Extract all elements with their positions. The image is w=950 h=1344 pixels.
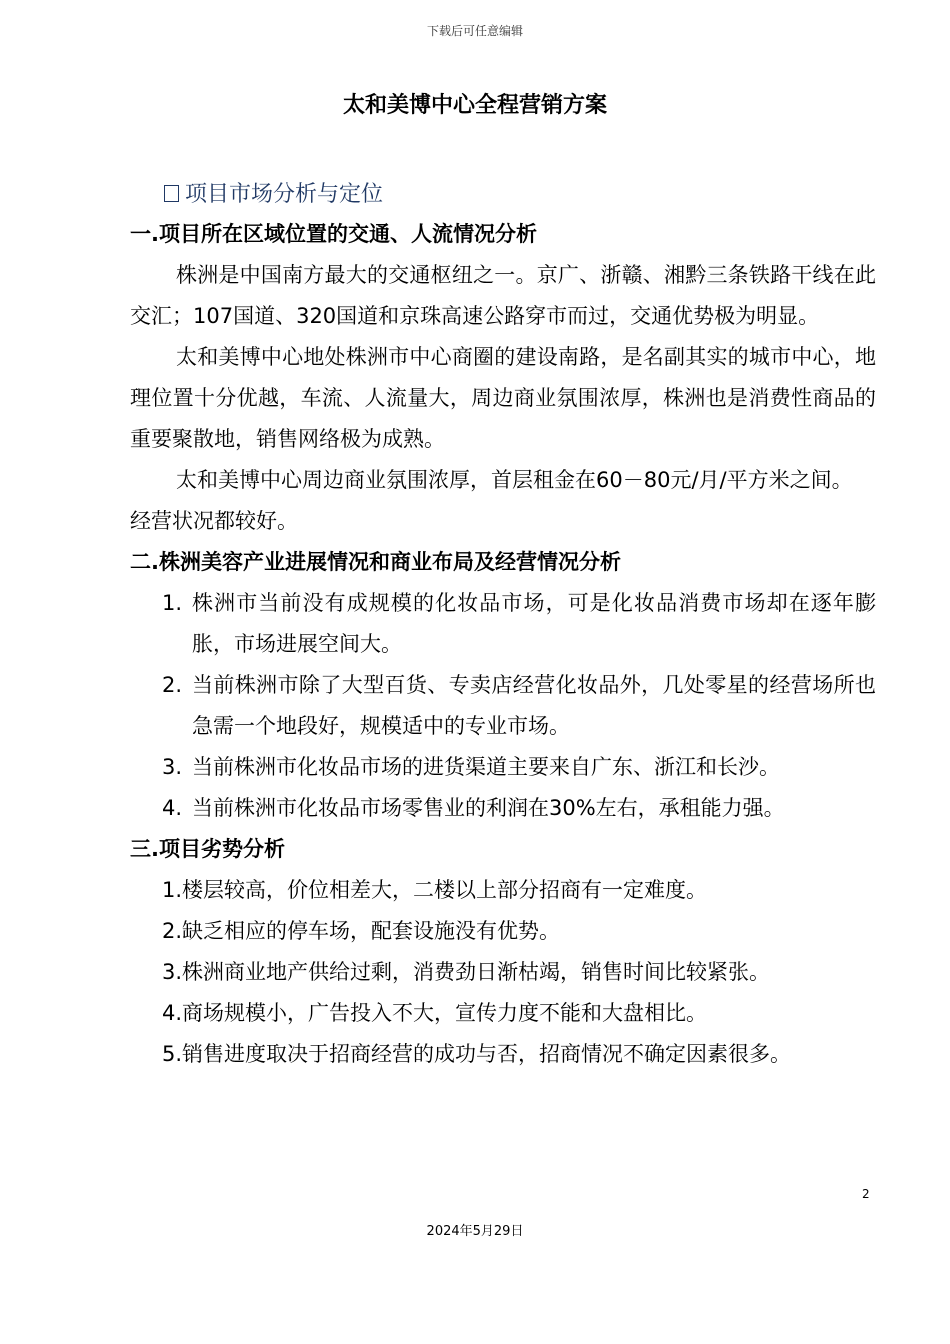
list-item-text: 株洲市当前没有成规模的化妆品市场，可是化妆品消费市场却在逐年膨胀，市场进展空间大。 <box>192 591 876 656</box>
numbered-list <box>130 583 876 829</box>
paragraph: 株洲是中国南方最大的交通枢纽之一。京广、浙赣、湘黔三条铁路干线在此交汇；107国道、320国道和京珠高速公路穿市而过，交通优势极为明显。 <box>130 263 876 328</box>
list-item-number: 3. <box>162 755 183 779</box>
list-item: 3.株洲商业地产供给过剩，消费劲日渐枯竭，销售时间比较紧张。 <box>162 960 771 984</box>
list-item <box>130 583 876 665</box>
document-title: 太和美博中心全程营销方案 <box>342 93 607 118</box>
list-item: 2.缺乏相应的停车场，配套设施没有优势。 <box>162 919 561 943</box>
page-header-note: 下载后可任意编辑 <box>426 24 523 38</box>
paragraph: 太和美博中心地处株洲市中心商圈的建设南路，是名副其实的城市中心，地理位置十分优越，车流、人流量大，周边商业氛围浓厚，株洲也是消费性商品的重要聚散地，销售网络极为成熟。 <box>130 345 876 451</box>
list-item: 5.销售进度取决于招商经营的成功与否，招商情况不确定因素很多。 <box>162 1042 792 1066</box>
list-item: 4.商场规模小，广告投入不大，宣传力度不能和大盘相比。 <box>162 1001 708 1025</box>
section-heading <box>164 177 383 208</box>
list-item <box>130 747 876 788</box>
list-item-text: 当前株洲市化妆品市场零售业的利润在30%左右，承租能力强。 <box>192 796 785 820</box>
list-item <box>130 665 876 747</box>
list-item-text: 当前株洲市除了大型百货、专卖店经营化妆品外，几处零星的经营场所也急需一个地段好，规模适中的专业市场。 <box>192 673 876 738</box>
footer-date: 2024年5月29日 <box>426 1224 524 1239</box>
list-item <box>130 788 876 829</box>
paragraph: 太和美博中心周边商业氛围浓厚，首层租金在60－80元/月/平方米之间。 <box>176 468 853 492</box>
heading-section-2: 二.株洲美容产业进展情况和商业布局及经营情况分析 <box>130 550 621 574</box>
heading-section-1: 一.项目所在区域位置的交通、人流情况分析 <box>130 222 537 246</box>
list-item-text: 当前株洲市化妆品市场的进货渠道主要来自广东、浙江和长沙。 <box>192 755 780 779</box>
weakness-list <box>130 870 876 1075</box>
checkbox-square-icon <box>164 185 179 202</box>
page-number: 2 <box>862 1187 870 1201</box>
list-item-number: 1. <box>162 591 183 615</box>
paragraph-trailing: 经营状况都较好。 <box>130 509 298 533</box>
heading-section-3: 三.项目劣势分析 <box>130 837 285 861</box>
section-heading-text: 项目市场分析与定位 <box>185 182 384 207</box>
list-item-number: 4. <box>162 796 183 820</box>
list-item: 1.楼层较高，价位相差大，二楼以上部分招商有一定难度。 <box>162 878 708 902</box>
list-item-number: 2. <box>162 673 183 697</box>
document-body <box>130 214 876 1075</box>
